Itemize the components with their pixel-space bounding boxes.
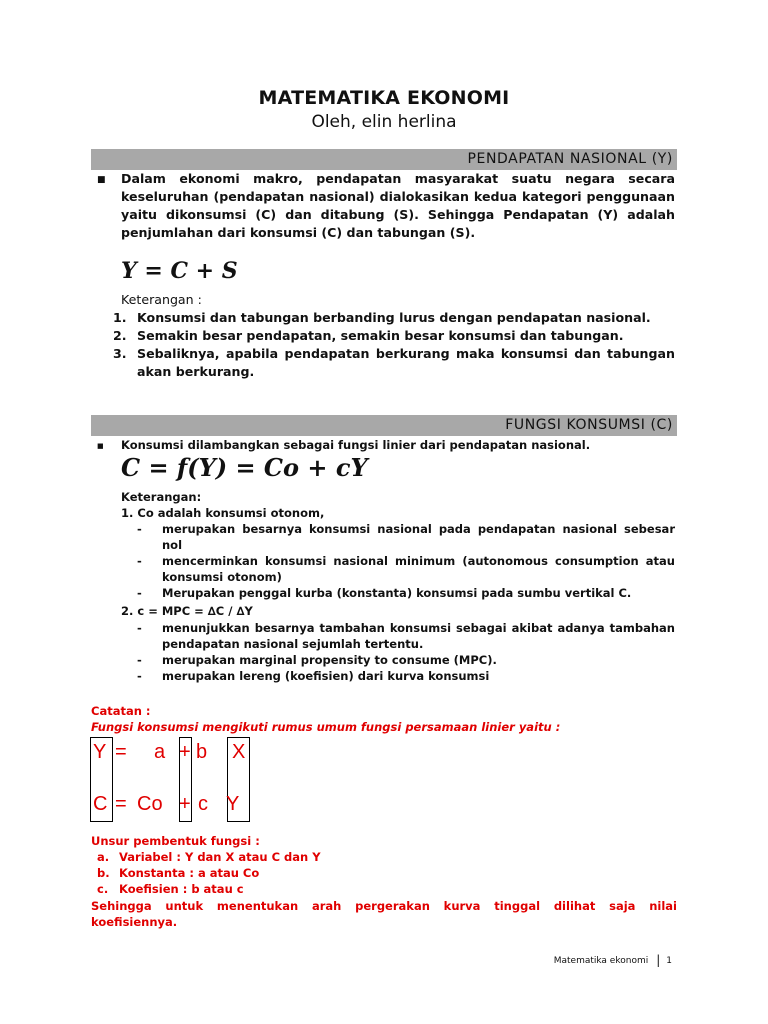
- page-number: 1: [666, 956, 672, 966]
- eq2-plus: +: [179, 793, 191, 815]
- list-item: [113, 345, 675, 381]
- list-item: [137, 668, 675, 684]
- list-item-number: 1.: [113, 310, 127, 325]
- eq2-co: Co: [137, 793, 163, 815]
- eq2-c: C: [93, 793, 108, 815]
- item2-dash-list: [137, 620, 675, 684]
- list-item-number: 2.: [113, 328, 127, 343]
- dash-marker: -: [137, 586, 142, 600]
- list-item: [113, 327, 675, 345]
- dash-marker: -: [137, 554, 142, 568]
- eq1-plus: +: [179, 741, 191, 763]
- list-item-number: 3.: [113, 346, 127, 361]
- list-item-number: a.: [97, 850, 110, 864]
- unsur-label: Unsur pembentuk fungsi :: [91, 834, 260, 848]
- bullet-square-icon: ■: [97, 442, 104, 450]
- eq1-x: X: [232, 741, 246, 763]
- list-item-text: menunjukkan besarnya tambahan konsumsi sebagai akibat adanya tambahan pendapatan nasional sejumlah tertentu.: [162, 621, 675, 651]
- footer-separator: |: [656, 953, 661, 967]
- dash-marker: -: [137, 653, 142, 667]
- eq1-b: b: [196, 741, 208, 763]
- section2-item1: 1. Co adalah konsumsi otonom,: [121, 506, 325, 520]
- eq1-y: Y: [93, 741, 107, 763]
- eq2-equals: =: [115, 793, 127, 815]
- list-item: [137, 521, 675, 553]
- section-heading-fungsi-konsumsi: FUNGSI KONSUMSI (C): [91, 415, 677, 436]
- footer-label: Matematika ekonomi: [553, 956, 649, 966]
- page-footer: [554, 953, 672, 967]
- eq2-c-small: c: [198, 793, 208, 815]
- document-title: MATEMATIKA EKONOMI: [258, 87, 510, 109]
- list-item: [97, 881, 397, 897]
- catatan-conclusion: Sehingga untuk menentukan arah pergerakan kurva tinggal dilihat saja nilai koefisiennya.: [91, 899, 677, 929]
- section1-paragraph: Dalam ekonomi makro, pendapatan masyarakat suatu negara secara keseluruhan (pendapatan nasional) dialokasikan kedua kategori penggunaan yaitu dikonsumsi (C) dan ditabung (S). Sehingga Pendapatan (Y) adalah penjumlahan dari konsumsi (C) dan tabungan (S).: [121, 171, 675, 240]
- bullet-square-icon: ■: [97, 175, 106, 185]
- eq1-a: a: [154, 741, 166, 763]
- dash-marker: -: [137, 669, 142, 683]
- formula-konsumsi: C = f(Y) = Co + cY: [121, 453, 368, 482]
- eq2-y: Y: [226, 793, 240, 815]
- list-item: [137, 620, 675, 652]
- formula-y-c-s: Y = C + S: [121, 258, 238, 284]
- list-item-text: Variabel : Y dan X atau C dan Y: [119, 850, 321, 864]
- unsur-list: [97, 849, 397, 897]
- document-subtitle: Oleh, elin herlina: [311, 112, 457, 132]
- list-item-text: merupakan besarnya konsumsi nasional pada pendapatan nasional sebesar nol: [162, 522, 675, 552]
- list-item-text: Koefisien : b atau c: [119, 882, 244, 896]
- list-item-text: merupakan marginal propensity to consume (MPC).: [162, 653, 497, 667]
- item1-dash-list: [137, 521, 675, 601]
- section-heading-pendapatan-nasional: PENDAPATAN NASIONAL (Y): [91, 149, 677, 170]
- section2-paragraph: Konsumsi dilambangkan sebagai fungsi linier dari pendapatan nasional.: [121, 438, 591, 452]
- list-item-text: mencerminkan konsumsi nasional minimum (autonomous consumption atau konsumsi otonom): [162, 554, 675, 584]
- section1-keterangan-label: Keterangan :: [121, 292, 202, 307]
- dash-marker: -: [137, 621, 142, 635]
- list-item: [97, 849, 397, 865]
- list-item: [137, 585, 675, 601]
- section2-keterangan-label: Keterangan:: [121, 490, 202, 504]
- list-item: [137, 553, 675, 585]
- section1-keterangan-list: [113, 309, 675, 381]
- list-item-text: Konstanta : a atau Co: [119, 866, 260, 880]
- list-item: [137, 652, 675, 668]
- list-item-text: Konsumsi dan tabungan berbanding lurus dengan pendapatan nasional.: [137, 310, 651, 325]
- list-item-number: c.: [97, 882, 109, 896]
- list-item-text: Merupakan penggal kurba (konstanta) konsumsi pada sumbu vertikal C.: [162, 586, 632, 600]
- list-item: [113, 309, 675, 327]
- list-item-number: b.: [97, 866, 110, 880]
- section2-item2: 2. c = MPC = ∆C / ∆Y: [121, 604, 253, 618]
- list-item: [97, 865, 397, 881]
- catatan-text: Fungsi konsumsi mengikuti rumus umum fungsi persamaan linier yaitu :: [91, 720, 561, 734]
- eq1-equals: =: [115, 741, 127, 763]
- catatan-label: Catatan :: [91, 704, 151, 718]
- list-item-text: Semakin besar pendapatan, semakin besar konsumsi dan tabungan.: [137, 328, 624, 343]
- list-item-text: merupakan lereng (koefisien) dari kurva konsumsi: [162, 669, 490, 683]
- dash-marker: -: [137, 522, 142, 536]
- list-item-text: Sebaliknya, apabila pendapatan berkurang maka konsumsi dan tabungan akan berkurang.: [137, 346, 675, 379]
